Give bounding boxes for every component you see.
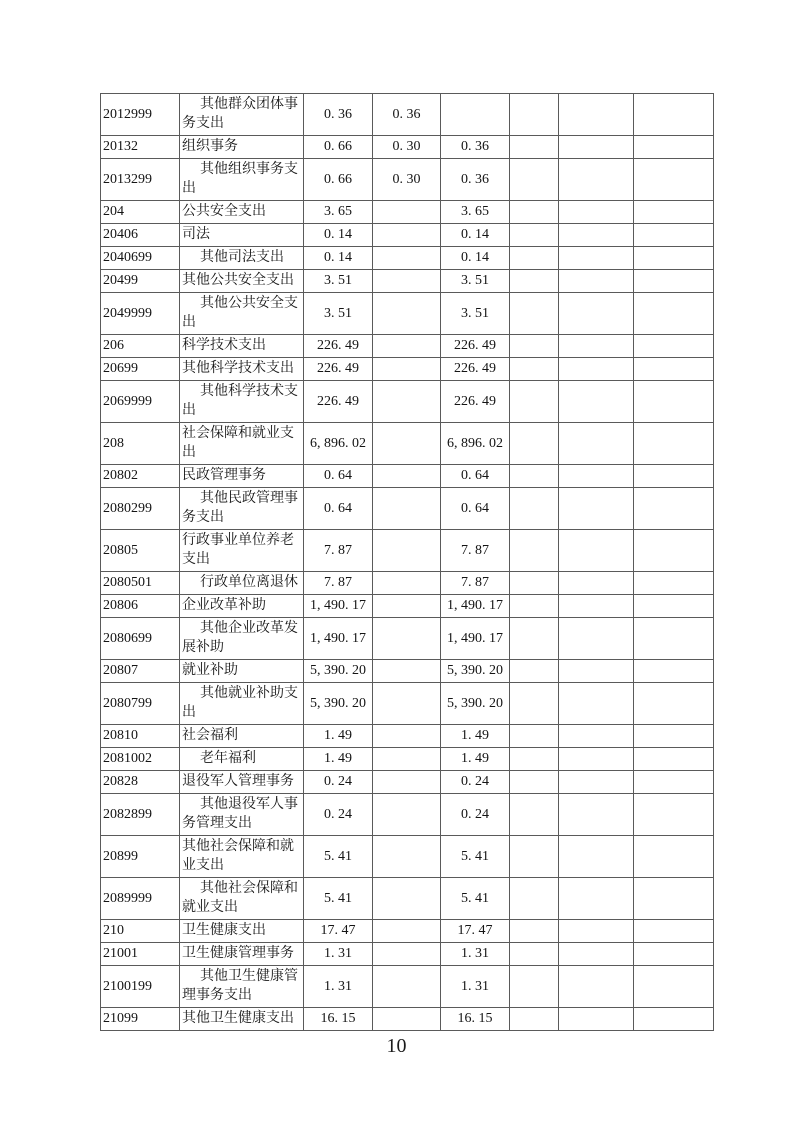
row-name: 其他群众团体事务支出 (180, 94, 304, 136)
row-name: 科学技术支出 (180, 335, 304, 358)
row-value-3: 1. 49 (441, 725, 510, 748)
table-row (101, 423, 714, 465)
row-value-4 (510, 618, 559, 660)
row-name: 其他公共安全支出 (180, 270, 304, 293)
row-value-1: 0. 66 (304, 136, 373, 159)
row-name: 企业改革补助 (180, 595, 304, 618)
row-value-5 (559, 488, 634, 530)
row-value-4 (510, 530, 559, 572)
row-value-2 (373, 794, 441, 836)
row-value-4 (510, 920, 559, 943)
row-value-3: 0. 36 (441, 136, 510, 159)
row-value-5 (559, 683, 634, 725)
row-value-2 (373, 920, 441, 943)
row-value-3 (441, 94, 510, 136)
row-code: 2100199 (101, 966, 180, 1008)
row-name: 卫生健康支出 (180, 920, 304, 943)
row-code: 2080299 (101, 488, 180, 530)
row-value-2 (373, 201, 441, 224)
row-name: 其他企业改革发展补助 (180, 618, 304, 660)
row-name: 行政事业单位养老支出 (180, 530, 304, 572)
row-name: 其他卫生健康支出 (180, 1008, 304, 1031)
row-value-1: 0. 64 (304, 488, 373, 530)
row-value-4 (510, 725, 559, 748)
row-value-1: 7. 87 (304, 572, 373, 595)
row-value-3: 0. 36 (441, 159, 510, 201)
row-value-1: 5, 390. 20 (304, 660, 373, 683)
row-value-2 (373, 530, 441, 572)
row-name: 其他民政管理事务支出 (180, 488, 304, 530)
row-name: 老年福利 (180, 748, 304, 771)
row-value-1: 1. 49 (304, 748, 373, 771)
row-value-5 (559, 1008, 634, 1031)
row-code: 204 (101, 201, 180, 224)
row-name: 退役军人管理事务 (180, 771, 304, 794)
row-value-6 (634, 159, 714, 201)
row-value-6 (634, 224, 714, 247)
row-value-6 (634, 966, 714, 1008)
row-value-2 (373, 293, 441, 335)
row-name: 其他退役军人事务管理支出 (180, 794, 304, 836)
row-name: 就业补助 (180, 660, 304, 683)
table-row (101, 224, 714, 247)
row-value-4 (510, 572, 559, 595)
row-value-5 (559, 595, 634, 618)
row-value-2 (373, 270, 441, 293)
table-row (101, 618, 714, 660)
row-value-6 (634, 683, 714, 725)
row-value-5 (559, 920, 634, 943)
row-value-2 (373, 381, 441, 423)
row-name: 民政管理事务 (180, 465, 304, 488)
row-code: 20805 (101, 530, 180, 572)
row-code: 20699 (101, 358, 180, 381)
row-value-3: 1, 490. 17 (441, 595, 510, 618)
row-value-6 (634, 771, 714, 794)
row-value-3: 0. 24 (441, 771, 510, 794)
row-value-3: 5, 390. 20 (441, 683, 510, 725)
table-row (101, 247, 714, 270)
row-value-1: 1, 490. 17 (304, 618, 373, 660)
row-value-2 (373, 836, 441, 878)
row-code: 2081002 (101, 748, 180, 771)
row-value-4 (510, 381, 559, 423)
row-value-5 (559, 136, 634, 159)
row-value-2 (373, 618, 441, 660)
row-value-3: 16. 15 (441, 1008, 510, 1031)
row-value-2 (373, 943, 441, 966)
row-value-3: 3. 51 (441, 293, 510, 335)
row-value-4 (510, 943, 559, 966)
row-value-2 (373, 725, 441, 748)
row-value-2 (373, 966, 441, 1008)
table-body (101, 94, 714, 1031)
table-row (101, 270, 714, 293)
table-row (101, 358, 714, 381)
table-row (101, 836, 714, 878)
row-value-6 (634, 335, 714, 358)
row-code: 20828 (101, 771, 180, 794)
row-value-5 (559, 771, 634, 794)
row-value-4 (510, 335, 559, 358)
row-value-4 (510, 1008, 559, 1031)
row-name: 社会保障和就业支出 (180, 423, 304, 465)
table-row (101, 1008, 714, 1031)
row-value-1: 5, 390. 20 (304, 683, 373, 725)
row-value-4 (510, 136, 559, 159)
row-value-3: 1. 31 (441, 966, 510, 1008)
row-value-4 (510, 595, 559, 618)
row-value-5 (559, 794, 634, 836)
row-code: 2013299 (101, 159, 180, 201)
row-value-3: 5. 41 (441, 836, 510, 878)
row-name: 其他社会保障和就业支出 (180, 878, 304, 920)
row-value-3: 0. 14 (441, 247, 510, 270)
row-value-4 (510, 293, 559, 335)
row-value-6 (634, 725, 714, 748)
row-value-2 (373, 358, 441, 381)
table-row (101, 878, 714, 920)
row-value-1: 0. 64 (304, 465, 373, 488)
row-value-4 (510, 465, 559, 488)
row-value-6 (634, 201, 714, 224)
row-name: 公共安全支出 (180, 201, 304, 224)
row-code: 208 (101, 423, 180, 465)
row-value-5 (559, 966, 634, 1008)
row-value-5 (559, 572, 634, 595)
row-value-5 (559, 530, 634, 572)
row-name: 组织事务 (180, 136, 304, 159)
row-value-6 (634, 293, 714, 335)
row-code: 2040699 (101, 247, 180, 270)
table-row (101, 381, 714, 423)
row-value-5 (559, 270, 634, 293)
table-row (101, 725, 714, 748)
row-value-1: 7. 87 (304, 530, 373, 572)
row-value-3: 226. 49 (441, 381, 510, 423)
row-value-1: 6, 896. 02 (304, 423, 373, 465)
row-value-2 (373, 247, 441, 270)
row-value-6 (634, 660, 714, 683)
table-row (101, 159, 714, 201)
row-value-6 (634, 794, 714, 836)
row-value-1: 226. 49 (304, 358, 373, 381)
row-value-4 (510, 358, 559, 381)
row-value-5 (559, 94, 634, 136)
row-value-5 (559, 159, 634, 201)
table-row (101, 966, 714, 1008)
row-value-2 (373, 423, 441, 465)
row-value-6 (634, 836, 714, 878)
row-value-6 (634, 465, 714, 488)
row-value-2 (373, 1008, 441, 1031)
row-value-5 (559, 725, 634, 748)
row-code: 210 (101, 920, 180, 943)
row-value-2 (373, 878, 441, 920)
row-name: 其他组织事务支出 (180, 159, 304, 201)
row-value-1: 0. 14 (304, 224, 373, 247)
row-value-1: 0. 36 (304, 94, 373, 136)
row-name: 其他司法支出 (180, 247, 304, 270)
page-number: 10 (386, 1035, 407, 1057)
table-row (101, 335, 714, 358)
table-row (101, 748, 714, 771)
row-value-3: 1, 490. 17 (441, 618, 510, 660)
table-row (101, 136, 714, 159)
table-row (101, 94, 714, 136)
row-value-5 (559, 943, 634, 966)
row-value-4 (510, 94, 559, 136)
row-value-6 (634, 488, 714, 530)
row-value-1: 16. 15 (304, 1008, 373, 1031)
row-value-1: 1. 31 (304, 943, 373, 966)
row-value-5 (559, 201, 634, 224)
row-name: 其他科学技术支出 (180, 381, 304, 423)
row-value-5 (559, 748, 634, 771)
row-code: 21099 (101, 1008, 180, 1031)
row-value-1: 0. 24 (304, 771, 373, 794)
row-value-6 (634, 381, 714, 423)
row-value-3: 5, 390. 20 (441, 660, 510, 683)
row-name: 其他卫生健康管理事务支出 (180, 966, 304, 1008)
row-value-1: 3. 51 (304, 293, 373, 335)
row-value-3: 226. 49 (441, 335, 510, 358)
row-code: 20499 (101, 270, 180, 293)
row-value-6 (634, 423, 714, 465)
row-value-2: 0. 36 (373, 94, 441, 136)
row-value-1: 5. 41 (304, 878, 373, 920)
row-value-4 (510, 247, 559, 270)
row-value-5 (559, 358, 634, 381)
row-code: 2080799 (101, 683, 180, 725)
row-code: 2080699 (101, 618, 180, 660)
row-value-3: 7. 87 (441, 530, 510, 572)
row-name: 行政单位离退休 (180, 572, 304, 595)
row-value-4 (510, 159, 559, 201)
row-value-2: 0. 30 (373, 136, 441, 159)
row-value-1: 3. 51 (304, 270, 373, 293)
row-name: 其他就业补助支出 (180, 683, 304, 725)
row-value-6 (634, 270, 714, 293)
row-value-5 (559, 878, 634, 920)
row-value-1: 1. 49 (304, 725, 373, 748)
table-row (101, 595, 714, 618)
row-value-5 (559, 465, 634, 488)
table-row (101, 683, 714, 725)
row-value-4 (510, 794, 559, 836)
row-value-4 (510, 966, 559, 1008)
row-value-6 (634, 358, 714, 381)
table-row (101, 201, 714, 224)
budget-table (100, 93, 714, 1031)
row-value-3: 3. 51 (441, 270, 510, 293)
table-row (101, 943, 714, 966)
row-value-5 (559, 335, 634, 358)
row-value-6 (634, 530, 714, 572)
row-value-5 (559, 618, 634, 660)
row-value-4 (510, 771, 559, 794)
row-value-3: 226. 49 (441, 358, 510, 381)
row-value-3: 7. 87 (441, 572, 510, 595)
row-value-5 (559, 293, 634, 335)
row-value-5 (559, 224, 634, 247)
row-value-1: 226. 49 (304, 381, 373, 423)
row-value-5 (559, 836, 634, 878)
row-value-1: 17. 47 (304, 920, 373, 943)
row-code: 206 (101, 335, 180, 358)
table-row (101, 660, 714, 683)
table-row (101, 293, 714, 335)
row-code: 2012999 (101, 94, 180, 136)
row-value-3: 6, 896. 02 (441, 423, 510, 465)
table-row (101, 920, 714, 943)
row-value-2 (373, 488, 441, 530)
row-value-2 (373, 595, 441, 618)
row-value-2 (373, 771, 441, 794)
row-value-2 (373, 748, 441, 771)
row-value-3: 17. 47 (441, 920, 510, 943)
row-value-2 (373, 572, 441, 595)
row-code: 20802 (101, 465, 180, 488)
row-value-2 (373, 465, 441, 488)
row-value-4 (510, 270, 559, 293)
table-row (101, 794, 714, 836)
row-value-2 (373, 660, 441, 683)
row-value-3: 5. 41 (441, 878, 510, 920)
row-value-3: 1. 31 (441, 943, 510, 966)
row-name: 其他科学技术支出 (180, 358, 304, 381)
row-value-1: 1, 490. 17 (304, 595, 373, 618)
row-code: 20810 (101, 725, 180, 748)
row-value-2: 0. 30 (373, 159, 441, 201)
row-value-2 (373, 224, 441, 247)
row-value-6 (634, 1008, 714, 1031)
row-value-4 (510, 660, 559, 683)
row-value-6 (634, 748, 714, 771)
row-value-4 (510, 836, 559, 878)
row-value-4 (510, 488, 559, 530)
row-value-3: 0. 24 (441, 794, 510, 836)
row-value-1: 0. 66 (304, 159, 373, 201)
row-value-5 (559, 381, 634, 423)
row-name: 其他公共安全支出 (180, 293, 304, 335)
row-value-3: 0. 64 (441, 488, 510, 530)
row-value-4 (510, 683, 559, 725)
row-code: 2080501 (101, 572, 180, 595)
table-row (101, 465, 714, 488)
row-value-4 (510, 201, 559, 224)
table-row (101, 771, 714, 794)
row-code: 2049999 (101, 293, 180, 335)
row-code: 2089999 (101, 878, 180, 920)
row-code: 2069999 (101, 381, 180, 423)
row-value-3: 0. 14 (441, 224, 510, 247)
row-value-6 (634, 920, 714, 943)
table-row (101, 488, 714, 530)
row-value-6 (634, 943, 714, 966)
row-code: 20806 (101, 595, 180, 618)
row-value-2 (373, 335, 441, 358)
row-value-6 (634, 572, 714, 595)
row-value-4 (510, 878, 559, 920)
row-value-5 (559, 423, 634, 465)
row-value-1: 3. 65 (304, 201, 373, 224)
row-code: 20132 (101, 136, 180, 159)
row-value-6 (634, 618, 714, 660)
row-value-3: 0. 64 (441, 465, 510, 488)
row-value-3: 1. 49 (441, 748, 510, 771)
row-value-2 (373, 683, 441, 725)
row-name: 司法 (180, 224, 304, 247)
row-name: 社会福利 (180, 725, 304, 748)
row-value-1: 226. 49 (304, 335, 373, 358)
row-value-6 (634, 247, 714, 270)
table-row (101, 530, 714, 572)
row-code: 2082899 (101, 794, 180, 836)
row-value-6 (634, 878, 714, 920)
row-value-3: 3. 65 (441, 201, 510, 224)
row-value-6 (634, 136, 714, 159)
row-value-6 (634, 94, 714, 136)
row-value-1: 0. 14 (304, 247, 373, 270)
row-code: 21001 (101, 943, 180, 966)
table-row (101, 572, 714, 595)
row-code: 20406 (101, 224, 180, 247)
row-value-1: 5. 41 (304, 836, 373, 878)
row-value-1: 0. 24 (304, 794, 373, 836)
row-value-5 (559, 660, 634, 683)
row-value-4 (510, 423, 559, 465)
row-value-4 (510, 224, 559, 247)
row-value-1: 1. 31 (304, 966, 373, 1008)
row-name: 其他社会保障和就业支出 (180, 836, 304, 878)
row-name: 卫生健康管理事务 (180, 943, 304, 966)
row-code: 20807 (101, 660, 180, 683)
row-value-6 (634, 595, 714, 618)
row-value-4 (510, 748, 559, 771)
row-code: 20899 (101, 836, 180, 878)
row-value-5 (559, 247, 634, 270)
